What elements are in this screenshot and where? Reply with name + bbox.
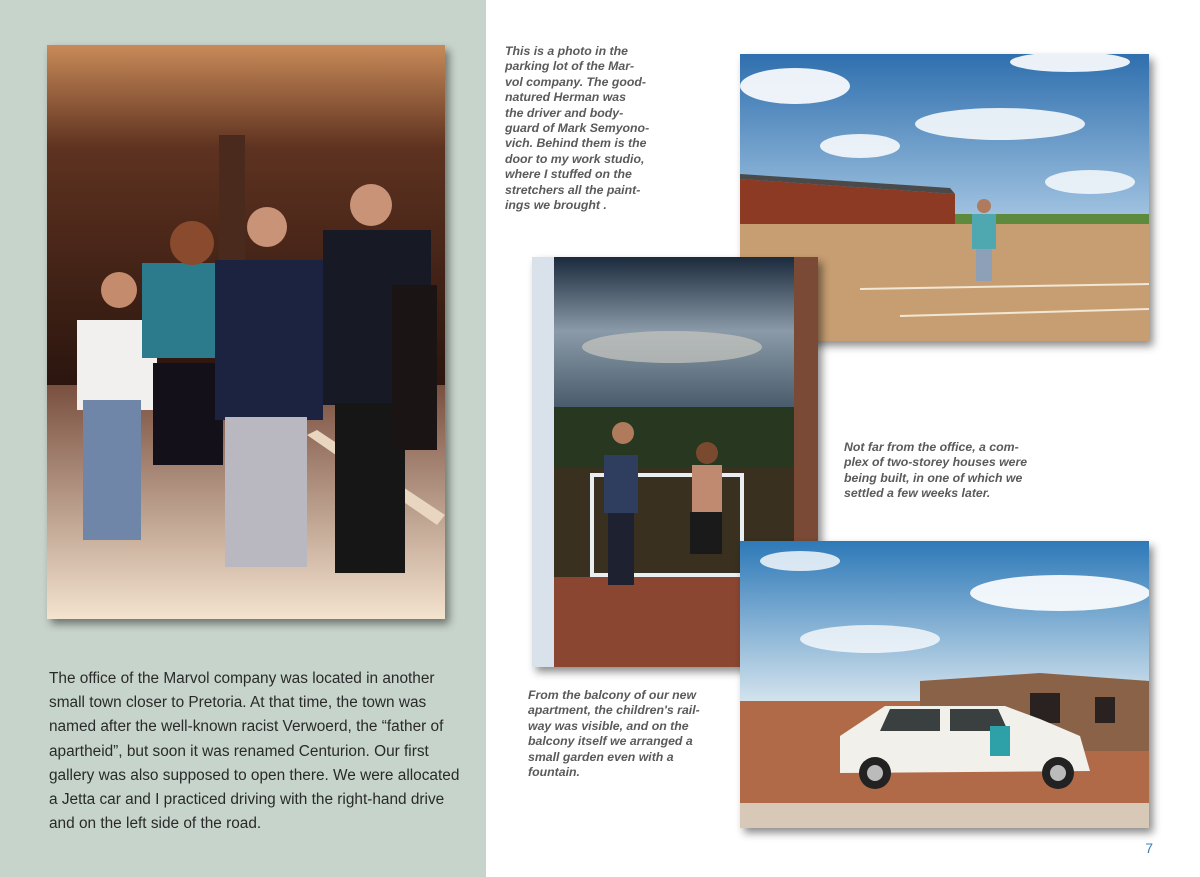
body-paragraph: The office of the Marvol company was located in another small town closer to Pretoria. At that time, the town was named after the well-known racist Verwoerd, the “father of apartheid”, but soon it was renamed Centurion. Our first gallery was also supposed to open there. We were allocated a Jetta car and I practiced driving with the right-hand drive and on the left side of the road. [49, 670, 460, 833]
page-number: 7 [1145, 840, 1153, 856]
car-photo [740, 541, 1149, 828]
family-photo [47, 45, 445, 619]
houses-caption: Not far from the office, a com- plex of two-storey houses were being built, in one of which we settled a few weeks later. [844, 440, 1028, 501]
parking-photo-caption: This is a photo in the parking lot of the Mar- vol company. The good- natured Herman was the driver and body- guard of Mark Semyono- vich. Behind them is the door to my work studio, where I stuffed on the stretchers all the paint- ings we brought . [505, 44, 650, 213]
balcony-photo-caption: From the balcony of our new apartment, the children's rail- way was visible, and on the balcony itself we arranged a small garden even with a fountain. [528, 688, 700, 780]
